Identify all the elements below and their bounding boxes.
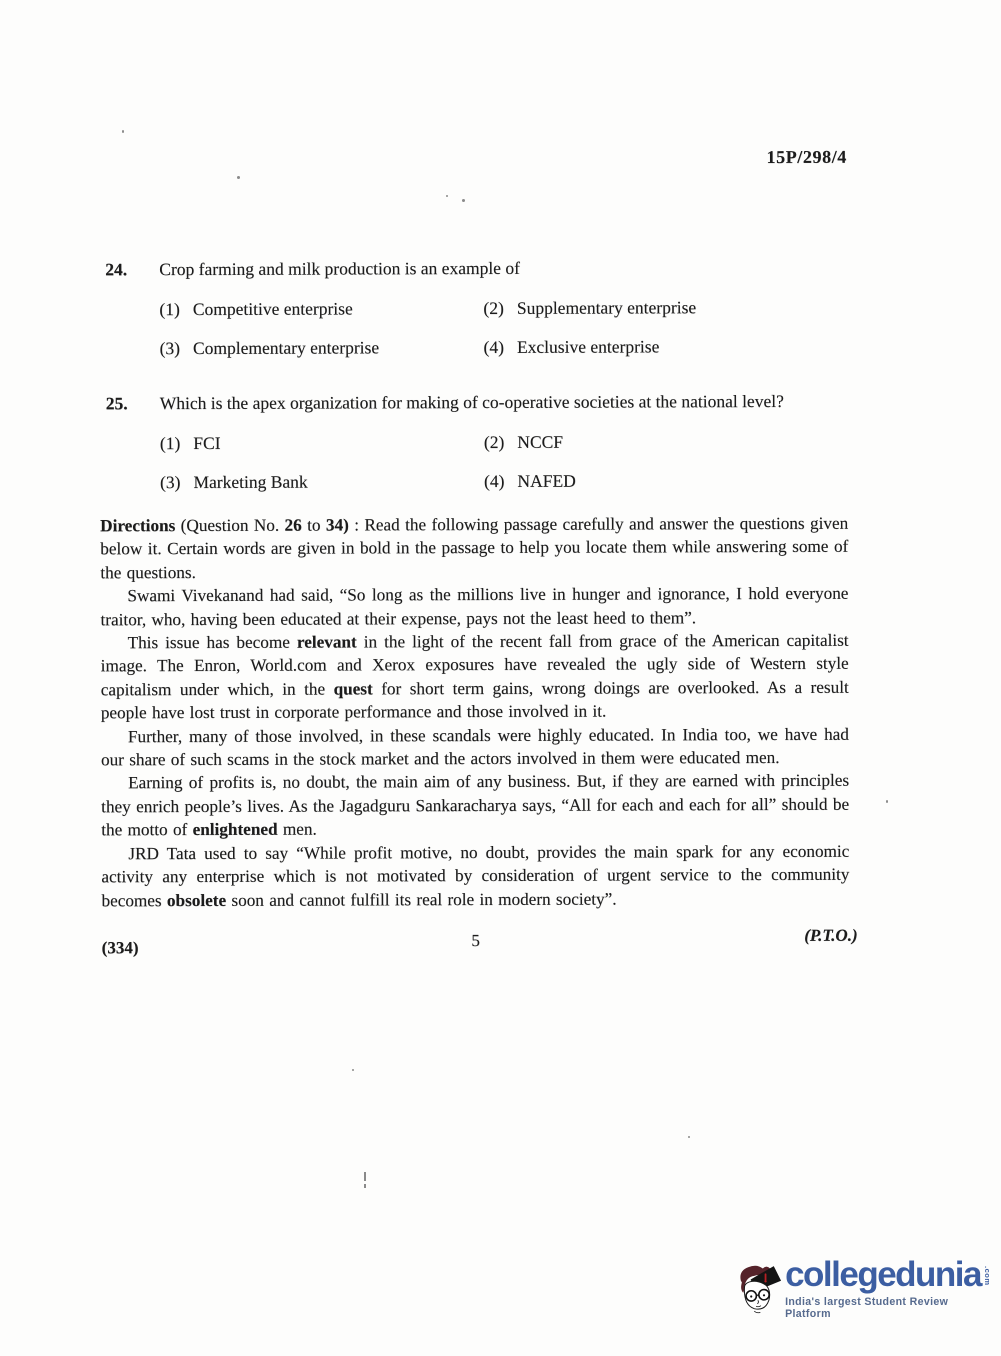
option-2: [484, 430, 848, 454]
option-4: [484, 469, 848, 493]
option-label: (2): [483, 431, 505, 452]
question-number: 25.: [105, 393, 128, 414]
scan-speck: [352, 1069, 354, 1071]
question-text: Which is the apex organization for making of co-operative societies at the national level?: [159, 390, 784, 414]
question-25: [100, 388, 848, 495]
directions-text: Directions (Question No. 26 to 34) : Read the following passage carefully and answer the questions given below it. Certain words are given in bold in the passage to help you locate them while answering some of the questions.: [100, 513, 849, 583]
scan-speck: [122, 130, 124, 133]
option-1: [159, 297, 483, 321]
option-text: NCCF: [517, 431, 564, 452]
page-footer: [101, 925, 858, 959]
brand-tagline: India's largest Student Review Platform: [785, 1296, 949, 1320]
scan-content: [98, 0, 858, 958]
passage-paragraph-3: Further, many of those involved, in these scandals were highly educated. In India too, we have had our share of such scams in the stock market and the actors involved in them were educated men.: [100, 724, 849, 770]
booklet-number: (334): [101, 938, 139, 958]
option-text: Marketing Bank: [193, 471, 308, 492]
option-3: [160, 336, 484, 360]
question-25-options: [160, 430, 848, 494]
collegedunia-mascot-icon: [736, 1246, 781, 1330]
option-text: Exclusive enterprise: [516, 336, 660, 357]
option-3: [160, 470, 484, 494]
passage-paragraph-4: Earning of profits is, no doubt, the main aim of any business. But, if they are earned with principles they enrich people’s lives. As the Jagadguru Sankaracharya says, “All for each and each for all” should be the motto of enlightened men.: [101, 771, 850, 840]
passage-paragraph-1: Swami Vivekanand had said, “So long as the millions live in hunger and ignorance, I hold everyone traitor, who, having been educated at their expense, pays not the least heed to them”.: [100, 583, 849, 629]
option-4: [484, 335, 848, 359]
scan-speck: [364, 1184, 366, 1188]
collegedunia-logo: [736, 1246, 992, 1330]
option-2: [483, 296, 847, 320]
option-text: Complementary enterprise: [192, 337, 380, 358]
option-label: (3): [159, 472, 181, 493]
option-label: (1): [159, 299, 180, 320]
option-text: FCI: [193, 432, 221, 453]
passage-paragraph-5: JRD Tata used to say “While profit motive, no doubt, provides the main spark for any economic activity any enterprise which is not motivated by consideration of urgent service to the community becomes obsolete soon and cannot fulfill its real role in modern society”.: [101, 841, 850, 910]
pto-label: (P.T.O.): [804, 925, 858, 945]
brand-wordmark: collegedunia: [785, 1255, 981, 1294]
scan-speck: [886, 800, 888, 803]
option-text: Competitive enterprise: [192, 298, 353, 319]
brand-tld: .com: [983, 1266, 992, 1286]
logo-text: [785, 1246, 992, 1320]
question-number: 24.: [105, 259, 128, 280]
option-label: (4): [483, 470, 505, 491]
question-text: Crop farming and milk production is an example of: [159, 257, 520, 280]
option-label: (1): [159, 433, 181, 454]
scan-speck: [688, 1136, 690, 1138]
option-text: Supplementary enterprise: [516, 297, 697, 318]
option-1: [160, 431, 484, 455]
page-number: 5: [471, 930, 480, 950]
option-label: (4): [483, 336, 504, 357]
passage-paragraph-2: This issue has become relevant in the light of the recent fall from grace of the American capitalist image. The Enron, World.com and Xerox exposures have revealed the ugly side of Western style capitalism under which, in the quest for short term gains, wrong doings are overlooked. As a result people have lost trust in corporate performance and those involved in it.: [100, 630, 849, 723]
reading-passage: [100, 512, 849, 913]
question-24-options: [159, 296, 847, 360]
scan-speck: [364, 1172, 366, 1181]
option-text: NAFED: [517, 470, 576, 491]
scan-speck: [446, 195, 448, 197]
option-label: (2): [483, 297, 504, 318]
scan-speck: [237, 176, 240, 179]
option-label: (3): [159, 338, 180, 359]
paper-code: 15P/298/4: [766, 146, 847, 167]
question-24: [99, 254, 847, 361]
scan-speck: [462, 199, 465, 202]
